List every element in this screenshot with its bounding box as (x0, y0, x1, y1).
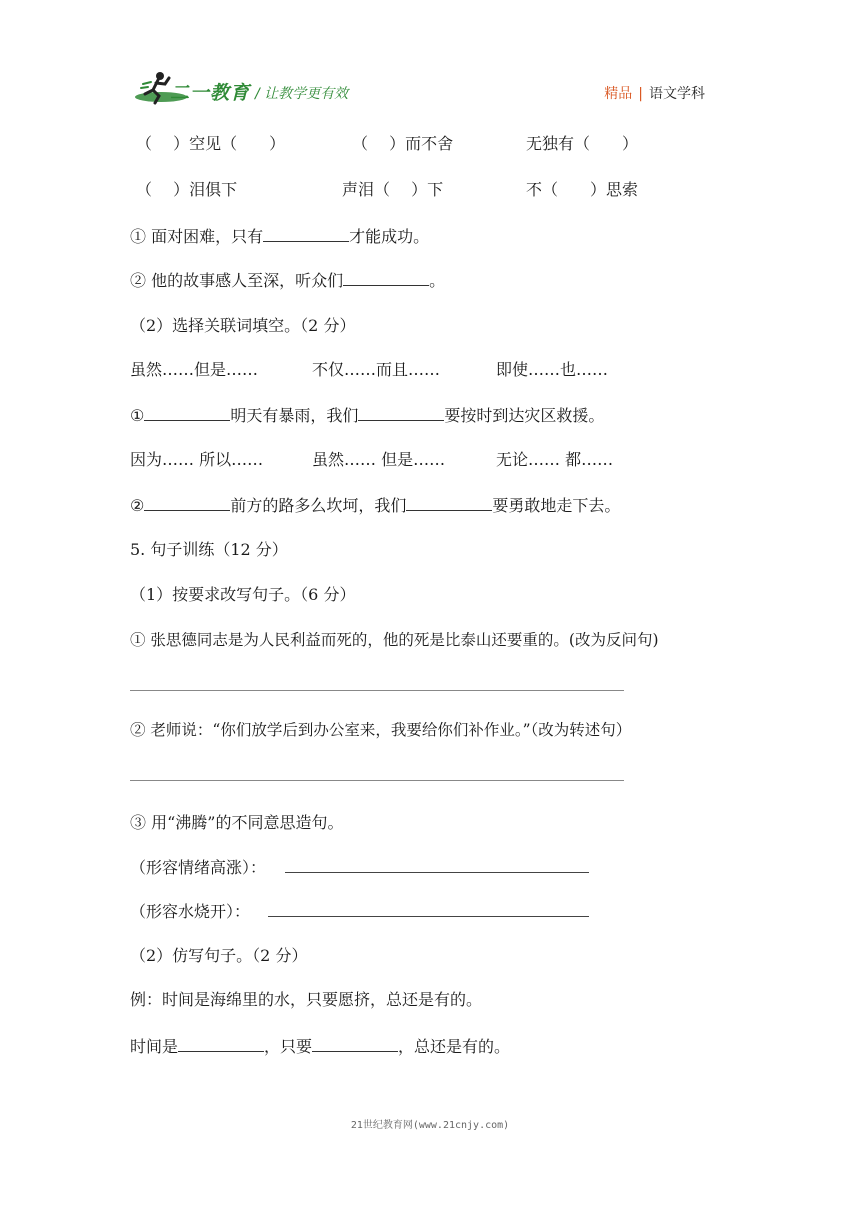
sentence-text: 时间是 (130, 1037, 179, 1056)
sentence-prompt-a: （形容情绪高涨）： (130, 858, 267, 877)
answer-blank[interactable] (144, 495, 230, 511)
sentence-text: 要按时到达灾区救援。 (444, 406, 605, 425)
conj-sentence-2 (130, 495, 620, 516)
answer-blank[interactable] (343, 270, 429, 286)
sentence-text: ① 面对困难，只有 (130, 227, 264, 246)
sentence-prompt-b: （形容水烧开）： (130, 902, 251, 921)
fill-sentence-1 (130, 226, 429, 247)
page-footer: 21世纪教育网(www.21cnjy.com) (350, 1120, 510, 1131)
sentence-text: 明天有暴雨，我们 (230, 406, 359, 425)
answer-blank[interactable] (178, 1036, 264, 1052)
answer-line-4[interactable] (268, 916, 589, 917)
slogan: / 让教学更有效 (255, 86, 349, 102)
answer-line-1[interactable] (130, 690, 624, 691)
answer-blank[interactable] (358, 405, 444, 421)
idiom-4: （ ）泪俱下 (136, 180, 238, 199)
sentence-text: ① (130, 406, 145, 425)
fill-sentence-2 (130, 270, 445, 291)
sentence-text: 前方的路多么坎坷，我们 (230, 496, 407, 515)
example-sentence: 例：时间是海绵里的水，只要愿挤，总还是有的。 (130, 990, 483, 1009)
header-separator: | (638, 86, 643, 102)
conj-title: （2）选择关联词填空。（2 分） (130, 316, 356, 335)
conj-option-2: 不仅……而且…… (312, 360, 441, 379)
conj-option-3: 即使……也…… (496, 360, 609, 379)
section-5-title: 5. 句子训练（12 分） (130, 540, 288, 559)
rewrite-question-1: ① 张思德同志是为人民利益而死的，他的死是比泰山还要重的。(改为反问句) (130, 631, 659, 649)
sentence-text: 才能成功。 (349, 227, 430, 246)
sentence-text: ② (130, 496, 145, 515)
imitation-sentence (130, 1036, 510, 1057)
answer-blank[interactable] (144, 405, 230, 421)
idiom-1: （ ）空见（ ） (136, 134, 286, 153)
conj-option-6: 无论…… 都…… (496, 450, 614, 469)
page-header (0, 0, 860, 120)
rewrite-question-3: ③ 用“沸腾”的不同意思造句。 (130, 813, 344, 832)
subject-label: 语文学科 (649, 86, 705, 102)
idiom-2: （ ）而不舍 (352, 134, 454, 153)
answer-blank[interactable] (406, 495, 492, 511)
sentence-text: 要勇敢地走下去。 (492, 496, 621, 515)
conj-option-5: 虽然…… 但是…… (312, 450, 446, 469)
section-5-sub-1: （1）按要求改写句子。（6 分） (130, 585, 356, 604)
section-5-sub-2: （2）仿写句子。（2 分） (130, 946, 308, 965)
answer-line-3[interactable] (285, 872, 589, 873)
sentence-text: ，总还是有的。 (398, 1037, 511, 1056)
sentence-text: ② 他的故事感人至深，听众们 (130, 271, 344, 290)
rewrite-question-2: ② 老师说：“你们放学后到办公室来，我要给你们补作业。”（改为转述句） (130, 721, 632, 739)
sentence-text: ，只要 (264, 1037, 313, 1056)
idiom-3: 无独有（ ） (526, 134, 639, 153)
logo-wordmark: 二一教育 (170, 82, 251, 104)
answer-blank[interactable] (263, 226, 349, 242)
conj-option-4: 因为…… 所以…… (130, 450, 264, 469)
idiom-6: 不（ ）思索 (526, 180, 639, 199)
sentence-text: 。 (429, 271, 446, 290)
conj-sentence-1 (130, 405, 604, 426)
brand-label: 精品 (604, 86, 633, 102)
answer-blank[interactable] (312, 1036, 398, 1052)
conj-option-1: 虽然……但是…… (130, 360, 259, 379)
header-subject (604, 83, 705, 103)
idiom-5: 声泪（ ）下 (342, 180, 444, 199)
answer-line-2[interactable] (130, 780, 624, 781)
